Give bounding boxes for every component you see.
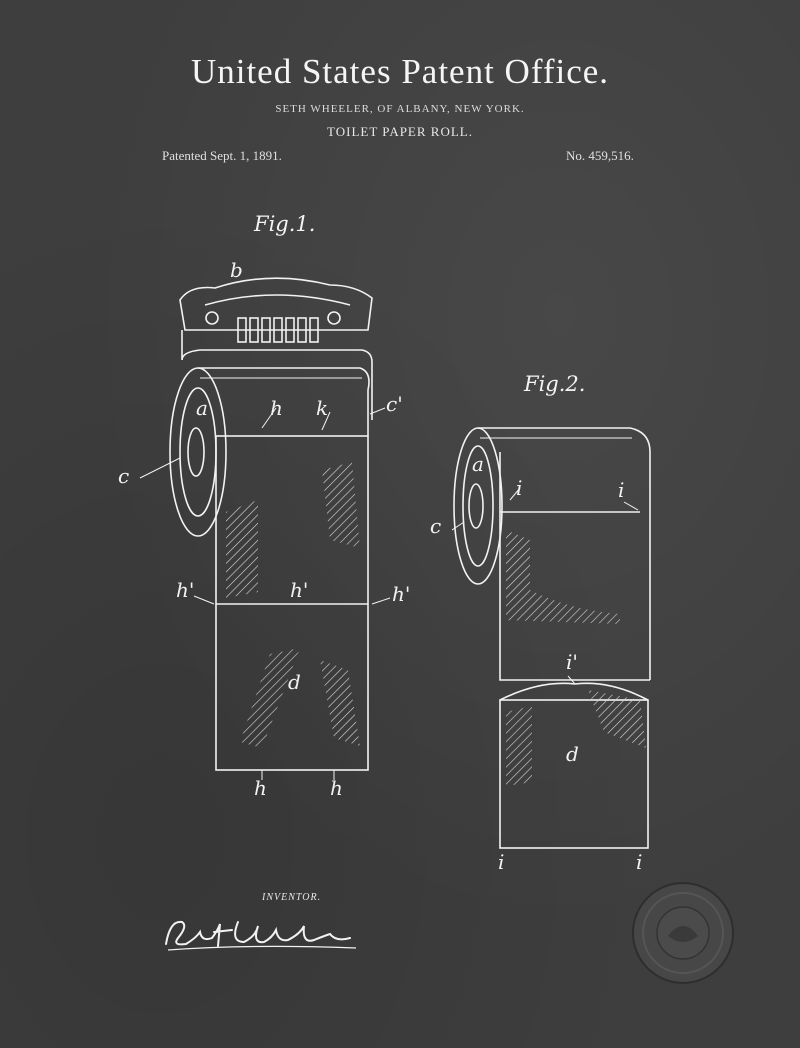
fig1-ref-k: k [316, 396, 329, 420]
patent-subtitle: TOILET PAPER ROLL. [327, 124, 473, 139]
fig1-ref-c-prime: c' [386, 392, 403, 416]
fig2-hatch-1 [506, 530, 620, 624]
fig2-label: Fig.2. [524, 372, 586, 396]
fig1-hatch-3 [240, 648, 300, 748]
fig2-roll-core [469, 484, 483, 528]
fig2-ref-i-bottom-right: i [636, 850, 643, 874]
fig2-roll-top [478, 428, 650, 680]
inventor-line: SETH WHEELER, OF ALBANY, NEW YORK. [275, 103, 525, 115]
fig1-ref-h-bottom-left: h [254, 776, 267, 800]
patented-date: Patented Sept. 1, 1891. [162, 148, 282, 163]
holder-arch [205, 295, 350, 305]
fig2-ref-a: a [472, 452, 484, 476]
page-title: United States Patent Office. [190, 52, 610, 91]
fig2-ref-d: d [566, 742, 579, 766]
fig1-ref-h-prime-left: h' [176, 578, 195, 602]
patent-number: No. 459,516. [566, 148, 634, 163]
fig1-roll-core [188, 428, 204, 476]
embossed-seal [628, 878, 738, 988]
fig1-roll-end [170, 368, 226, 536]
fig1-ref-c: c [118, 464, 130, 488]
fig1-ref-h-top: h [270, 396, 283, 420]
figure-1-drawing [140, 278, 390, 780]
fig2-hatch-2 [506, 706, 532, 786]
fig1-hatch-1 [226, 500, 258, 598]
fig2-hatch-3 [588, 690, 646, 748]
fig2-ref-i-bottom-left: i [498, 850, 505, 874]
fig1-hatch-4 [320, 660, 360, 746]
fig1-ref-a: a [196, 396, 208, 420]
fig2-ref-i-left: i [516, 476, 523, 500]
fig1-ref-b: b [230, 258, 243, 282]
inventor-signature [160, 908, 370, 958]
fig1-ref-h-bottom-right: h [330, 776, 343, 800]
fig2-ref-c: c [430, 514, 442, 538]
fig1-ref-d: d [288, 670, 301, 694]
fig1-ref-h-prime-mid: h' [290, 578, 309, 602]
fig2-ref-i-prime: i' [566, 650, 578, 674]
holder-screw-left [206, 312, 218, 324]
inventor-label: INVENTOR. [262, 892, 322, 903]
fig1-hatch-2 [322, 462, 360, 548]
fig1-label: Fig.1. [254, 212, 316, 236]
fig1-ref-h-prime-right: h' [392, 582, 411, 606]
holder-screw-right [328, 312, 340, 324]
fig2-ref-i-right: i [618, 478, 625, 502]
